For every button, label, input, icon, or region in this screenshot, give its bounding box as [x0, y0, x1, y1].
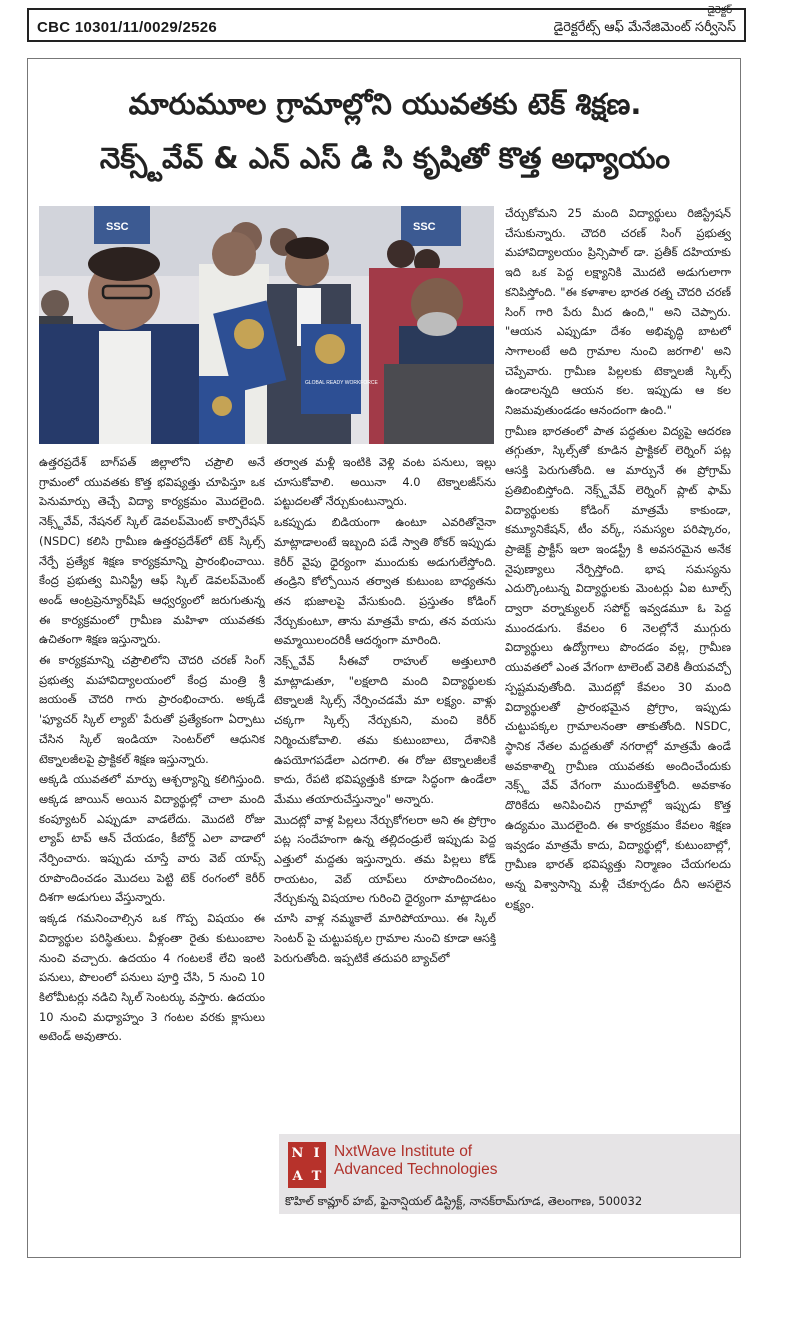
- logo-letter: N: [291, 1146, 304, 1161]
- column-1-paragraph-1: ఉత్తరప్రదేశ్ బాగ్‌పత్ జిల్లాలోని చప్రౌలి అనే గ్రామంలో యువతకు కొత్త భవిష్యత్తు చూపిస్తూ ఒక పెనుమార్పు తెచ్చే విద్యా కార్యక్రమం మొదలైంది. నెక్స్ట్‌వేవ్, నేషనల్ స్కిల్ డెవలప్‌మెంట్ కార్పొరేషన్ (NSDC) కలిసి గ్రామీణ ఉత్తరప్రదేశ్‌లో టెక్ స్కిల్స్ నేర్పే ప్రత్యేక శిక్షణ కార్యక్రమాన్ని ప్రారంభించాయి. కేంద్ర ప్రభుత్వ మినిస్ట్రీ ఆఫ్ స్కిల్ డెవలప్‌మెంట్ అండ్ ఆంట్రప్రెన్యూర్‌షిప్ ఆధ్వర్యంలో జరుగుతున్న ఈ కార్యక్రమంలో గ్రామీణ మహిళా యువతకు ఉచితంగా శిక్షణ ఇస్తున్నారు.: [39, 455, 265, 647]
- headline-line-1: మారుమూల గ్రామాల్లోని యువతకు టెక్ శిక్షణ.: [128, 87, 642, 121]
- event-photo: [39, 206, 494, 444]
- header-department-name: డైరెక్టరేట్స్ ఆఫ్ మేనేజిమెంట్ సర్వీసెస్: [553, 20, 736, 35]
- column-2-paragraph-2: ఒకప్పుడు బిడియంగా ఉంటూ ఎవరితోనైనా మాట్లాడాలంటే ఇబ్బంది పడే స్వాతి ఠోకర్ ఇప్పుడు కెరీర్ వైపు ధైర్యంగా ముందుకు అడుగులేస్తోంది. తండ్రిని కోల్పోయిన తర్వాత కుటుంబ బాధ్యతను తన భుజాలపై వేసుకుంది. ప్రస్తుతం కోడింగ్ నేర్చుకుంటూ, తాను మాత్రమే కాదు, తన వయసు అమ్మాయిలందరికీ ఆదర్శంగా మారింది.: [274, 515, 496, 648]
- header-department-top: డైరెక్టర్: [707, 5, 732, 16]
- brochure-title: GLOBAL READY WORKFORCE: [305, 380, 378, 386]
- nxtwave-advertisement: [279, 1134, 741, 1214]
- institute-address: కొహిల్ కావ్లూర్ హబ్, ఫైనాన్షియల్ డిస్ట్రిక్ట్, నానక్‌రామ్‌గూడ, తెలంగాణ, 500032: [285, 1194, 643, 1208]
- column-1-paragraph-2: ఈ కార్యక్రమాన్ని చప్రౌలిలోని చౌదరి చరణ్ సింగ్ ప్రభుత్వ మహావిద్యాలయంలో కేంద్ర మంత్రి శ్రీ జయంత్ చౌదరి గారు ప్రారంభించారు. అక్కడే 'ఫ్యూచర్ స్కిల్ ల్యాబ్' పేరుతో ప్రత్యేకంగా ఏర్పాటు చేసిన స్కిల్ ఇండియా సెంటర్‌లో ఆధునిక టెక్నాలజీలపై ప్రాక్టికల్ శిక్షణ ఇస్తున్నారు.: [39, 653, 265, 766]
- institute-name-line-1: NxtWave Institute of: [334, 1143, 473, 1160]
- niat-logo: [288, 1142, 326, 1188]
- article-column-2: [274, 453, 496, 1133]
- event-photo-illustration: [39, 206, 494, 444]
- article-column-1: [39, 453, 265, 1115]
- headline-line-2: నెక్స్ట్‌వేవ్ & ఎన్ ఎస్ డి సి కృషితో కొత్త అధ్యాయం: [99, 141, 671, 175]
- banner-text-right: SSC: [413, 221, 436, 233]
- logo-letter: I: [313, 1146, 320, 1161]
- logo-letter: T: [311, 1169, 322, 1184]
- newspaper-article: [27, 58, 741, 1258]
- institute-name-line-2: Advanced Technologies: [334, 1161, 498, 1178]
- cbc-code: CBC 10301/11/0029/2526: [37, 19, 218, 36]
- column-3-paragraph-1: చేర్చుకోమని 25 మంది విద్యార్థులు రిజిస్ట్రేషన్ చేసుకున్నారు. చౌదరి చరణ్ సింగ్ ప్రభుత్వ మహావిద్యాలయం ప్రిన్సిపాల్ డా. ప్రతీక్ దహియాకు ఇది ఒక పెద్ద లక్ష్యానికి మొదటి అడుగులాగా కనిపిస్తోంది. "ఈ కళాశాల భారత రత్న చౌదరి చరణ్ సింగ్ గారి పేరు మీద ఉంది," అని చెప్పారు. "ఆయన ఎప్పుడూ దేశం అభివృద్ధి బాటలో సాగాలంటే అది గ్రామాల నుంచి జరగాలి' అని చెప్పేవారు. గ్రామీణ పిల్లలకు టెక్నాలజీ స్కిల్స్ ఉండాలన్నది ఆయన కల. ఇప్పుడు ఆ కల నిజమవుతుండడం ఆనందంగా ఉంది.": [505, 206, 731, 418]
- column-1-paragraph-3: అక్కడి యువతలో మార్పు ఆశ్చర్యాన్ని కలిగిస్తుంది. అక్కడ జాయిన్ అయిన విద్యార్థుల్లో చాలా మంది కంప్యూటర్ ఎప్పుడూ వాడలేదు. మొదటి రోజు ల్యాప్ టాప్ ఆన్ చేయడం, కీబోర్డ్ ఎలా వాడాలో నేర్పించారు. ఇప్పుడు చూస్తే వారు వెబ్ యాప్స్ రూపొందించడం మొదలు పెట్టి టెక్ రంగంలో కెరీర్ దిశగా అడుగులు వేస్తున్నారు.: [39, 772, 265, 905]
- column-3-paragraph-2: గ్రామీణ భారతంలో పాత పద్ధతుల విద్యపై ఆదరణ తగ్గుతూ, స్కిల్స్‌తో కూడిన ప్రాక్టికల్ లెర్నింగ్ పట్ల ఆసక్తి పెరుగుతోంది. ఆ మార్పునే ఈ ప్రోగ్రామ్ ప్రతిబింబిస్తోంది. నెక్స్ట్‌వేవ్ లెర్నింగ్ ప్లాట్ ఫామ్ విద్యార్థులకు కోడింగ్ మాత్రమే కాకుండా, కమ్యూనికేషన్, టీం వర్క్, సమస్యల పరిష్కారం, ప్రాజెక్ట్ ప్రాక్టీస్ ఇలా ఇండస్ట్రీ కి అవసరమైన అనేక నైపుణ్యాలు నేర్పిస్తోంది. భాష సమస్యను ఎదుర్కొంటున్న విద్యార్థులకు మెంటర్లు ఏఐ టూల్స్ ద్వారా వర్నాక్యులర్ సపోర్ట్ ఇవ్వడమూ ఓ పెద్ద ముందడుగు. కేవలం 6 నెలల్లోనే ముగ్గురు విద్యార్థులు ఉద్యోగాలు పొందడం వల్ల, గ్రామీణ యువతలో ఎంత వేగంగా టాలెంట్ వెలికి తీయవచ్చో స్పష్టమవుతోంది. మొదట్లో కేవలం 30 మంది విద్యార్థులతో ప్రారంభమైన ప్రోగ్రాం, ఇప్పుడు చుట్టుపక్కల గ్రామాలనంతా తాకుతోంది. NSDC, స్థానిక నేతల మద్దతుతో నగరాల్లో మాత్రమే ఉండే అవకాశాల్ని గ్రామీణ యువతకు అందించేందుకు నెక్స్ట్ వేవ్ వేగంగా ముందుకెళ్తోంది. అవకాశం దొరికేదు అనిపించిన గ్రామాల్లో ఇప్పుడు కొత్త ఉద్యమం మొదలైంది. ఈ కార్యక్రమం కేవలం శిక్షణ ఇవ్వడం మాత్రమే కాదు, విద్యార్థుల్లో, కుటుంబాల్లో, గ్రామీణ భారత్ భవిష్యత్తు నిర్మాణం చేయగలదు అన్న విశ్వాసాన్ని మళ్లీ చేకూర్చడం దీని అసలైన లక్ష్యం.: [505, 423, 731, 911]
- banner-text-left: SSC: [106, 221, 129, 233]
- logo-letter: A: [292, 1169, 303, 1184]
- article-column-3: [505, 204, 731, 1129]
- column-2-paragraph-1: తర్వాత మళ్లీ ఇంటికి వెళ్లి వంట పనులు, ఇల్లు చూసుకోవాలి. అయినా 4.0 టెక్నాలజీస్‌ను పట్టుదలతో నేర్చుకుంటున్నారు.: [274, 455, 496, 509]
- header-bar: [27, 5, 746, 42]
- column-2-paragraph-4: మొదట్లో వాళ్ల పిల్లలు నేర్చుకోగలరా అని ఈ ప్రోగ్రాం పట్ల సందేహంగా ఉన్న తల్లిదండ్రులే ఇప్పుడు పెద్ద ఎత్తులో మద్దతు ఇస్తున్నారు. తమ పిల్లలు కోడ్ రాయటం, వెబ్ యాప్‌లు రూపొందించటం, నేర్చుకున్న విషయాల గురించి ధైర్యంగా మాట్లాడటం చూసి వాళ్ల నమ్మకాలే మారిపోయాయి. ఈ స్కిల్ సెంటర్ పై చుట్టుపక్కల గ్రామాల నుంచి కూడా ఆసక్తి పెరుగుతోంది. ఇప్పటికే తదుపరి బ్యాచ్‌లో: [274, 812, 496, 965]
- column-2-paragraph-3: నెక్స్ట్‌వేవ్ సీఈవో రాహుల్ అత్తులూరి మాట్లాడుతూ, "లక్షలాది మంది విద్యార్థులకు టెక్నాలజీ స్కిల్స్ నేర్పించడమే మా లక్ష్యం. వాళ్లు చక్కగా స్కిల్స్ నేర్చుకుని, మంచి కెరీర్ నిర్మించుకోవాలి. తమ కుటుంబాలు, దేశానికి ఉపయోగపడేలా ఎదగాలి. ఈ రోజు టెక్నాలజీలకే కాదు, రేపటి భవిష్యత్తుకి కూడా సిద్ధంగా ఉండేలా మేము తయారుచేస్తున్నాం" అన్నారు.: [274, 654, 496, 806]
- column-1-paragraph-4: ఇక్కడ గమనించాల్సిన ఒక గొప్ప విషయం ఈ విద్యార్థుల పరిస్థితులు. వీళ్లంతా రైతు కుటుంబాల నుంచి వచ్చారు. ఉదయం 4 గంటలకే లేచి ఇంటి పనులు, పొలంలో పనులు పూర్తి చేసి, 5 నుంచి 10 కిలోమీటర్లు నడిచి స్కిల్ సెంటర్కు వస్తారు. ఉదయం 10 నుంచి మధ్యాహ్నం 3 గంటల వరకు క్లాసులు అటెండ్ అవుతారు.: [39, 911, 265, 1044]
